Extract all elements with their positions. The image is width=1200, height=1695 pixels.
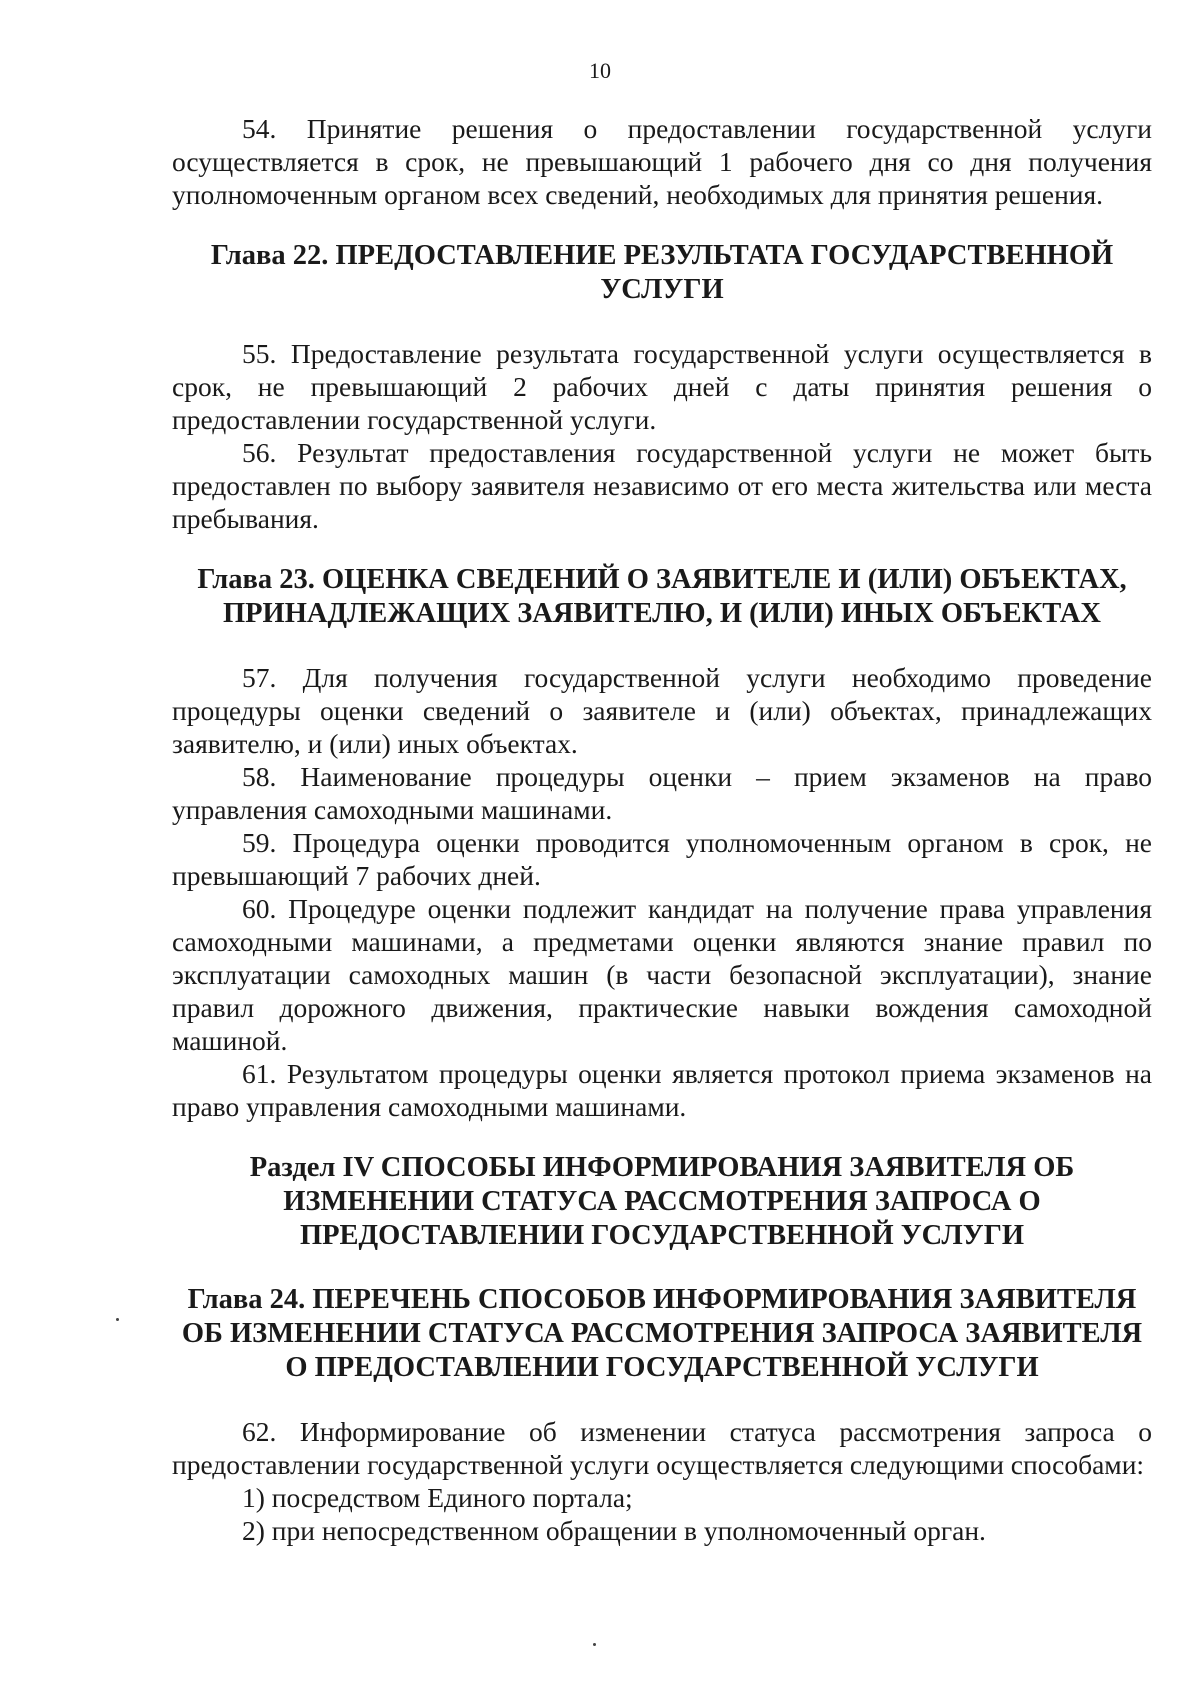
paragraph-58: 58. Наименование процедуры оценки – прием экзаменов на право управления самоходными машинами.	[172, 761, 1152, 825]
paragraph-57: 57. Для получения государственной услуги необходимо проведение процедуры оценки сведений о заявителе и (или) объектах, принадлежащих заявителю, и (или) иных объектах.	[172, 662, 1152, 759]
list-item-2: 2) при непосредственном обращении в уполномоченный орган.	[242, 1515, 986, 1546]
paragraph-59: 59. Процедура оценки проводится уполномоченным органом в срок, не превышающий 7 рабочих дней.	[172, 827, 1152, 891]
chapter-24-heading: Глава 24. ПЕРЕЧЕНЬ СПОСОБОВ ИНФОРМИРОВАНИЯ ЗАЯВИТЕЛЯ ОБ ИЗМЕНЕНИИ СТАТУСА РАССМОТРЕНИЯ ЗАПРОСА ЗАЯВИТЕЛЯ О ПРЕДОСТАВЛЕНИИ ГОСУДАРСТВЕННОЙ УСЛУГИ	[181, 1284, 1143, 1383]
paragraph-60: 60. Процедуре оценки подлежит кандидат на получение права управления самоходными машинами, а предметами оценки являются знание правил по эксплуатации самоходных машин (в части безопасной эксплуатации), знание правил дорожного движения, практические навыки вождения самоходной машиной.	[172, 893, 1152, 1056]
chapter-22-heading: Глава 22. ПРЕДОСТАВЛЕНИЕ РЕЗУЛЬТАТА ГОСУДАРСТВЕННОЙ УСЛУГИ	[210, 240, 1114, 305]
document-body	[172, 112, 1152, 1547]
paragraph-54: 54. Принятие решения о предоставлении государственной услуги осуществляется в срок, не превышающий 1 рабочего дня со дня получения уполномоченным органом всех сведений, необходимых для принятия решения.	[172, 113, 1152, 210]
paragraph-62: 62. Информирование об изменении статуса рассмотрения запроса о предоставлении государственной услуги осуществляется следующими способами:	[172, 1416, 1152, 1480]
page-number: 10	[589, 58, 611, 83]
section-iv-heading: Раздел IV СПОСОБЫ ИНФОРМИРОВАНИЯ ЗАЯВИТЕЛЯ ОБ ИЗМЕНЕНИИ СТАТУСА РАССМОТРЕНИЯ ЗАПРОСА О ПРЕДОСТАВЛЕНИИ ГОСУДАРСТВЕННОЙ УСЛУГИ	[249, 1152, 1075, 1251]
scan-speck	[116, 1318, 119, 1321]
paragraph-56: 56. Результат предоставления государственной услуги не может быть предоставлен по выбору заявителя независимо от его места жительства или места пребывания.	[172, 437, 1152, 534]
paragraph-61: 61. Результатом процедуры оценки является протокол приема экзаменов на право управления самоходными машинами.	[172, 1058, 1152, 1122]
chapter-23-heading: Глава 23. ОЦЕНКА СВЕДЕНИЙ О ЗАЯВИТЕЛЕ И (ИЛИ) ОБЪЕКТАХ, ПРИНАДЛЕЖАЩИХ ЗАЯВИТЕЛЮ, И (ИЛИ) ИНЫХ ОБЪЕКТАХ	[197, 564, 1127, 629]
scan-speck	[593, 1643, 596, 1646]
paragraph-55: 55. Предоставление результата государственной услуги осуществляется в срок, не превышающий 2 рабочих дней с даты принятия решения о предоставлении государственной услуги.	[172, 338, 1152, 435]
list-item-1: 1) посредством Единого портала;	[242, 1482, 633, 1513]
